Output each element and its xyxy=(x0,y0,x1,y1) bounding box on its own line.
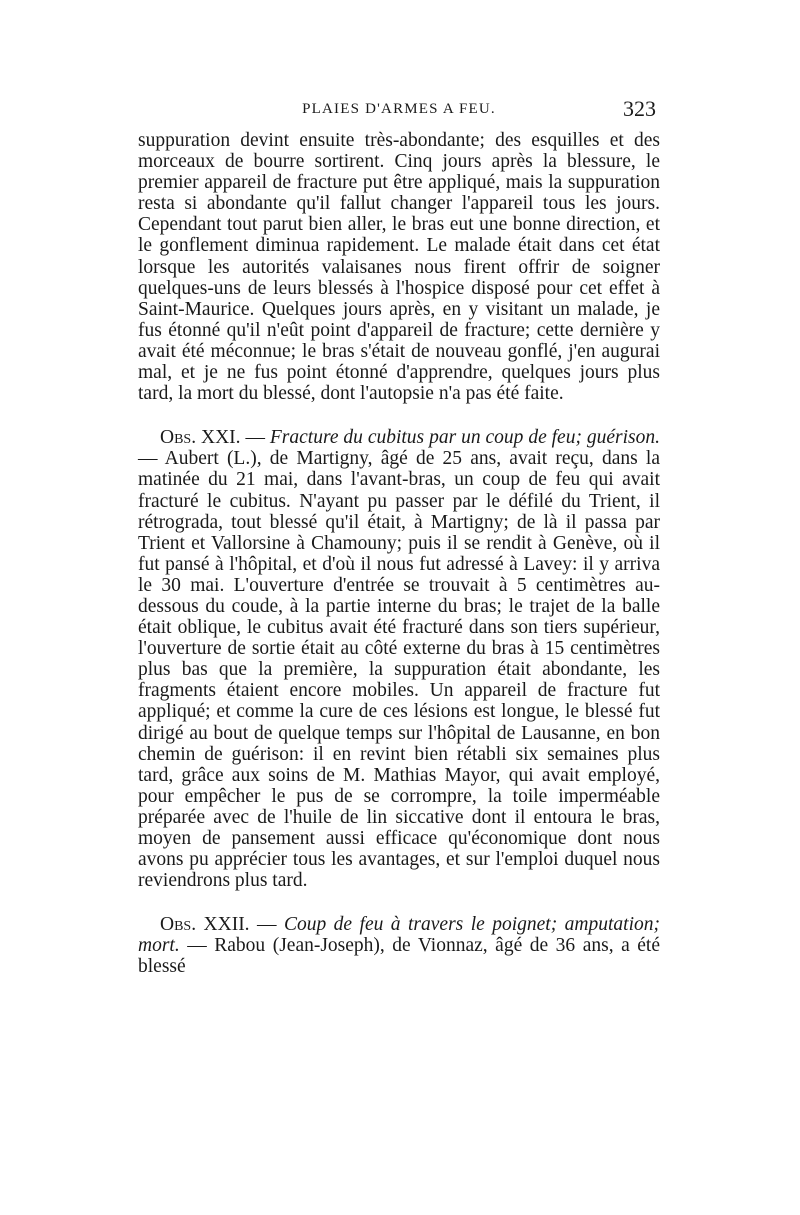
running-title: PLAIES D'ARMES A FEU. xyxy=(302,101,496,117)
page-number: 323 xyxy=(623,96,656,121)
continued-paragraph xyxy=(138,130,660,404)
observation-label: Obs. XXI. xyxy=(160,427,241,449)
section-gap xyxy=(138,404,660,427)
observation-title: Fracture du cubitus par un coup de feu; guérison. xyxy=(269,427,661,449)
observation-label: Obs. XXII. xyxy=(160,914,250,936)
observation-body: — Aubert (L.), de Martigny, âgé de 25 ans, avait reçu, dans la matinée du 21 mai, dans l'avant-bras, un coup de feu qui avait fracturé le cubitus. N'ayant pu passer par le défilé du Trient, il rétrograda, tout blessé qu'il était, à Martigny; de là il passa par Trient et Vallorsine à Chamouny; puis il se rendit à Genève, où il fut pansé à l'hôpital, et d'où il nous fut adressé à Lavey: il y arriva le 30 mai. L'ouverture d'entrée se trouvait à 5 centimètres au-dessous du coude, à la partie interne du bras; le trajet de la balle était oblique, le cubitus avait été fracturé dans son tiers supérieur, l'ouverture de sortie était au côté externe du bras à 15 centimètres plus bas que la première, la suppuration était abondante, les fragments étaient encore mobiles. Un appareil de fracture fut appliqué; et comme la cure de ces lésions est longue, le blessé fut dirigé au bout de quelque temps sur l'hôpital de Lausanne, en bon chemin de guérison: il en revint bien rétabli six semaines plus tard, grâce aux soins de M. Mathias Mayor, qui avait employé, pour empêcher le pus de se corrompre, la toile imperméable préparée avec de l'huile de lin siccative dont il entoura le bras, moyen de pansement aussi efficace qu'économique dont nous avons pu apprécier tous les avantages, et sur l'emploi duquel nous reviendrons plus tard. xyxy=(138,448,660,892)
paragraph-text: suppuration devint ensuite très-abondante; des esquilles et des morceaux de bourre sortirent. Cinq jours après la blessure, le premier appareil de fracture put être appliqué, mais la suppuration resta si abondante qu'il fallut changer l'appareil tous les jours. Cependant tout parut bien aller, le bras eut une bonne direction, et le gonflement diminua rapidement. Le malade était dans cet état lorsque les autorités valaisanes nous firent offrir de soigner quelques-uns de leurs blessés à l'hospice disposé pour cet effet à Saint-Maurice. Quelques jours après, en y visitant un malade, je fus étonné qu'il n'eût point d'appareil de fracture; cette dernière y avait été méconnue; le bras s'était de nouveau gonflé, j'en augurai mal, et je ne fus point étonné d'apprendre, quelques jours plus tard, la mort du blessé, dont l'autopsie n'a pas été faite. xyxy=(138,130,660,405)
observation-xxi: Obs. XXI. — Fracture du cubitus par un coup de feu; guérison. — Aubert (L.), de Martigny, âgé de 25 ans, avait reçu, dans la matinée du 21 mai, dans l'avant-bras, un coup de feu qui avait fracturé le cubitus. N'ayant pu passer par le défilé du Trient, il rétrograda, tout blessé qu'il était, à Martigny; de là il passa par Trient et Vallorsine à Chamouny; puis il se rendit à Genève, où il fut pansé à l'hôpital, et d'où il nous fut adressé à Lavey: il y arriva le 30 mai. L'ouverture d'entrée se trouvait à 5 centimètres au-dessous du coude, à la partie interne du bras; le trajet de la balle était oblique, le cubitus avait été fracturé dans son tiers supérieur, l'ouverture de sortie était au côté externe du bras à 15 centimètres plus bas que la première, la suppuration était abondante, les fragments étaient encore mobiles. Un appareil de fracture fut appliqué; et comme la cure de ces lésions est longue, le blessé fut dirigé au bout de quelque temps sur l'hôpital de Lausanne, en bon chemin de guérison: il en revint bien rétabli six semaines plus tard, grâce aux soins de M. Mathias Mayor, qui avait employé, pour empêcher le pus de se corrompre, la toile imperméable préparée avec de l'huile de lin siccative dont il entoura le bras, moyen de pansement aussi efficace qu'économique dont nous avons pu apprécier tous les avantages, et sur l'emploi duquel nous reviendrons plus tard. xyxy=(138,427,661,892)
observation-title: Coup de feu à travers le poignet; amputation; mort. xyxy=(138,914,660,957)
body-text xyxy=(138,130,660,978)
running-head xyxy=(138,98,660,124)
observation-body: — Rabou (Jean-Joseph), de Vionnaz, âgé de 36 ans, a été blessé xyxy=(138,935,660,978)
section-gap xyxy=(138,891,660,914)
observation-xxii: Obs. XXII. — Coup de feu à travers le poignet; amputation; mort. — Rabou (Jean-Joseph), de Vionnaz, âgé de 36 ans, a été blessé xyxy=(138,914,660,978)
